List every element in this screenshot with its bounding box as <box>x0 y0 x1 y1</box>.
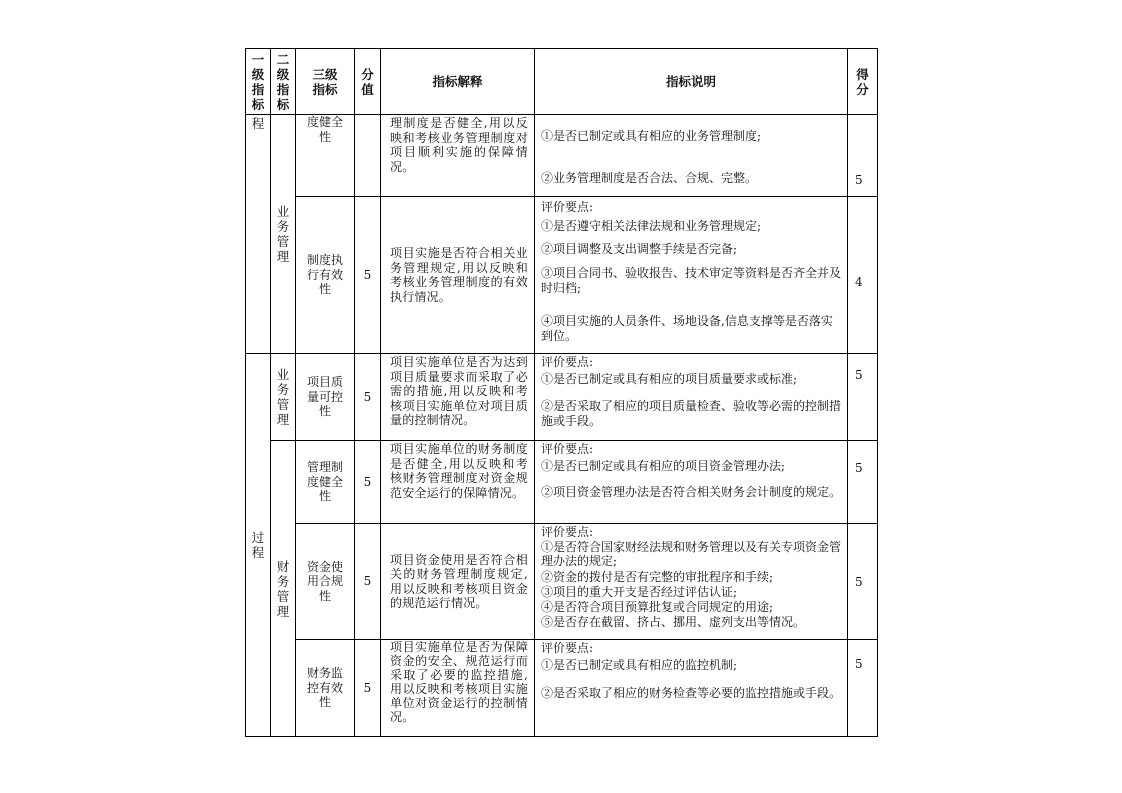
description-line: ④项目实施的人员条件、场地设备,信息支撑等是否落实到位。 <box>541 314 833 343</box>
indicator-score: 5 <box>855 657 863 671</box>
indicator-explanation: 项目资金使用是否符合相关的财务管理制度规定,用以反映和考核项目资金的规范运行情况。 <box>390 552 528 610</box>
description-line: ③项目合同书、验收报告、技术审定等资料是否齐全并及时归档; <box>541 266 842 295</box>
description-line: ②业务管理制度是否合法、合规、完整。 <box>541 171 758 185</box>
indicator-score: 4 <box>855 275 863 289</box>
evaluation-table <box>245 48 878 737</box>
description-line: ⑤是否存在截留、挤占、挪用、虚列支出等情况。 <box>541 615 806 629</box>
indicator-description <box>535 640 847 736</box>
indicator-points: 5 <box>363 574 372 589</box>
description-line: 评价要点: <box>541 641 594 655</box>
header-score: 得分 <box>856 66 869 97</box>
indicator-score: 5 <box>855 461 863 475</box>
indicator-explanation: 项目实施单位是否为保障资金的安全、规范运行而采取了必要的监控措施,用以反映和考核项目实施单位对资金运行的控制情况。 <box>390 640 528 724</box>
header-description: 指标说明 <box>665 74 716 89</box>
level1-label: 过程 <box>251 529 265 560</box>
description-line: ①是否遵守相关法律法规和业务管理规定; <box>541 219 762 233</box>
level2-label: 业务管理 <box>276 367 290 427</box>
indicator-points: 5 <box>363 474 372 489</box>
description-line: ②项目资金管理办法是否符合相关财务会计制度的规定。 <box>541 485 842 499</box>
description-line: 评价要点: <box>541 355 594 369</box>
indicator-score: 5 <box>855 575 863 589</box>
description-line: ①是否已制定或具有相应的项目质量要求或标准; <box>541 372 798 386</box>
indicator-name: 管理制度健全性 <box>306 460 343 504</box>
indicator-description <box>535 197 847 353</box>
level2-label: 财务管理 <box>276 558 290 619</box>
description-line: 评价要点: <box>541 442 594 456</box>
indicator-name: 度健全性 <box>307 115 344 144</box>
header-explanation: 指标解释 <box>432 74 483 89</box>
indicator-name: 财务监控有效性 <box>306 666 343 710</box>
level2-label: 业务管理 <box>276 204 290 264</box>
indicator-explanation: 理制度是否健全,用以反映和考核业务管理制度对项目顺利实施的保障情况。 <box>390 116 528 174</box>
description-line: ④是否符合项目预算批复或合同规定的用途; <box>541 600 774 614</box>
indicator-description <box>535 524 847 639</box>
indicator-explanation: 项目实施单位是否为达到项目质量要求而采取了必需的措施,用以反映和考核项目实施单位对项目质量的控制情况。 <box>390 355 528 427</box>
description-line: ②是否采取了相应的财务检查等必要的监控措施或手段。 <box>541 686 842 700</box>
indicator-description <box>535 354 847 440</box>
indicator-points: 5 <box>363 680 372 695</box>
description-line: ③项目的重大开支是否经过评估认证; <box>541 585 738 599</box>
description-line: ①是否已制定或具有相应的监控机制; <box>541 658 738 672</box>
header-level3: 三级指标 <box>312 66 338 97</box>
col-divider <box>847 49 848 736</box>
description-line: ①是否符合国家财经法规和财务管理以及有关专项资金管理办法的规定; <box>541 540 842 568</box>
description-line: ②资金的拨付是否有完整的审批程序和手续; <box>541 570 774 584</box>
description-line: 评价要点: <box>541 200 594 214</box>
indicator-points: 5 <box>363 389 372 404</box>
header-level2: 二级指标 <box>276 51 290 112</box>
indicator-score: 5 <box>855 173 863 187</box>
level1-label: 程 <box>251 116 265 131</box>
indicator-points <box>355 115 380 196</box>
indicator-name: 制度执行有效性 <box>306 253 343 297</box>
indicator-explanation: 项目实施是否符合相关业务管理规定,用以反映和考核业务管理制度的有效执行情况。 <box>390 246 528 304</box>
indicator-name: 项目质量可控性 <box>306 375 343 419</box>
indicator-score: 5 <box>855 368 863 382</box>
description-line: 评价要点: <box>541 525 594 539</box>
description-line: ②项目调整及支出调整手续是否完备; <box>541 242 738 256</box>
header-points: 分值 <box>361 66 374 97</box>
indicator-description <box>535 115 847 196</box>
description-line: ①是否已制定或具有相应的业务管理制度; <box>541 129 762 143</box>
indicator-name: 资金使用合规性 <box>306 559 343 603</box>
header-level1: 一级指标 <box>251 51 265 112</box>
description-line: ①是否已制定或具有相应的项目资金管理办法; <box>541 459 786 473</box>
description-line: ②是否采取了相应的项目质量检查、验收等必需的控制措施或手段。 <box>541 399 842 428</box>
indicator-points: 5 <box>363 267 372 282</box>
indicator-explanation: 项目实施单位的财务制度是否健全,用以反映和考核财务管理制度对资金规范安全运行的保障情况。 <box>390 442 528 500</box>
indicator-description <box>535 441 847 523</box>
